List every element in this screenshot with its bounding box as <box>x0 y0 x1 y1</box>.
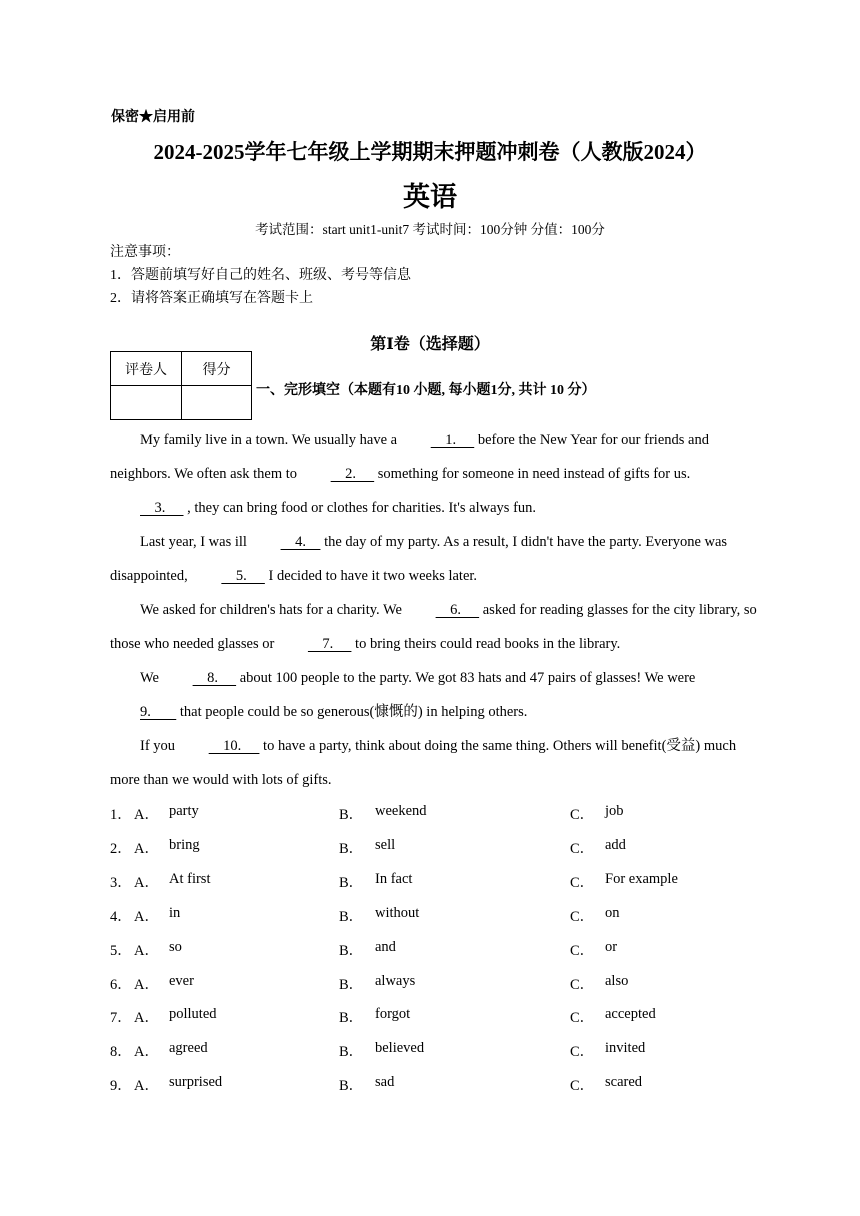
notes-heading: 注意事项： <box>110 245 180 260</box>
section-title: 第Ⅰ卷（选择题） <box>370 336 490 353</box>
option-letter: C． <box>570 943 595 959</box>
passage-paragraph <box>110 423 760 525</box>
option-letter: B． <box>339 1078 364 1094</box>
blank-6: 6. <box>435 602 480 618</box>
option-c[interactable]: scared <box>605 1074 643 1090</box>
notes-item: 1．答题前填写好自己的姓名、班级、考号等信息 <box>110 268 411 283</box>
blank-9: 9. <box>140 704 177 720</box>
option-letter: A． <box>134 875 159 891</box>
passage-text: that people could be so generous(慷慨的) in helping others. <box>176 704 528 720</box>
option-letter: B． <box>339 807 364 823</box>
option-c[interactable]: accepted <box>605 1006 656 1022</box>
passage-text: something for someone in need instead of gifts for us. <box>374 466 691 482</box>
option-a[interactable]: agreed <box>169 1040 208 1056</box>
blank-3: 3. <box>140 500 184 516</box>
option-letter: B． <box>339 1044 364 1060</box>
blank-10: 10. <box>208 738 260 754</box>
option-letter: C． <box>570 875 595 891</box>
blank-1: 1. <box>430 432 475 448</box>
grader-header: 评卷人 <box>111 352 182 386</box>
option-c[interactable]: invited <box>605 1040 646 1056</box>
option-a[interactable]: in <box>169 905 181 921</box>
option-a[interactable]: surprised <box>169 1074 223 1090</box>
option-b[interactable]: and <box>375 939 396 955</box>
subject-title: 英语 <box>403 182 457 212</box>
confidential-label: 保密★启用前 <box>111 110 195 125</box>
passage-text: asked for reading glasses for the city library, so those who needed glasses or <box>110 602 757 652</box>
passage-text: My family live in a town. We usually have a <box>140 432 401 448</box>
option-letter: B． <box>339 977 364 993</box>
option-letter: C． <box>570 1010 595 1026</box>
question-number: 2． <box>110 841 132 857</box>
passage-text: before the New Year for our friends and neighbors. We often ask them to <box>110 432 709 482</box>
option-letter: C． <box>570 909 595 925</box>
option-letter: B． <box>339 1010 364 1026</box>
option-c[interactable]: or <box>605 939 618 955</box>
option-b[interactable]: forgot <box>375 1006 411 1022</box>
passage-text: about 100 people to the party. We got 83 hats and 47 pairs of glasses! We were <box>236 670 696 686</box>
option-letter: C． <box>570 1078 595 1094</box>
question-number: 1． <box>110 807 132 823</box>
option-b[interactable]: without <box>375 905 420 921</box>
passage-text: to have a party, think about doing the same thing. Others will benefit(受益) much more than we would with lots of gifts. <box>110 738 737 788</box>
blank-7: 7. <box>307 636 352 652</box>
option-letter: B． <box>339 909 364 925</box>
passage-text: We <box>140 670 163 686</box>
option-letter: A． <box>134 977 159 993</box>
question-number: 9． <box>110 1078 132 1094</box>
option-a[interactable]: party <box>169 803 199 819</box>
notes-item: 2．请将答案正确填写在答题卡上 <box>110 291 313 306</box>
passage-text: I decided to have it two weeks later. <box>264 568 478 584</box>
score-cell[interactable] <box>182 386 252 420</box>
option-letter: A． <box>134 841 159 857</box>
option-a[interactable]: so <box>169 939 182 955</box>
passage-text: We asked for children's hats for a charity. We <box>140 602 406 618</box>
passage-paragraph <box>110 661 760 729</box>
option-b[interactable]: In fact <box>375 871 413 887</box>
passage-paragraph <box>110 525 760 593</box>
option-letter: A． <box>134 1044 159 1060</box>
option-letter: C． <box>570 977 595 993</box>
option-letter: C． <box>570 1044 595 1060</box>
question-number: 6． <box>110 977 132 993</box>
score-header: 得分 <box>182 352 252 386</box>
blank-4: 4. <box>280 534 321 550</box>
option-letter: B． <box>339 841 364 857</box>
option-b[interactable]: sell <box>375 837 396 853</box>
question-number: 3． <box>110 875 132 891</box>
question-number: 7． <box>110 1010 132 1026</box>
option-c[interactable]: add <box>605 837 626 853</box>
option-b[interactable]: sad <box>375 1074 395 1090</box>
option-c[interactable]: For example <box>605 871 678 887</box>
option-letter: A． <box>134 1078 159 1094</box>
option-letter: C． <box>570 841 595 857</box>
option-c[interactable]: also <box>605 973 629 989</box>
option-letter: C． <box>570 807 595 823</box>
option-a[interactable]: polluted <box>169 1006 217 1022</box>
exam-title: 2024-2025学年七年级上学期期末押题冲刺卷（人教版2024） <box>153 140 707 164</box>
question-number: 5． <box>110 943 132 959</box>
passage-text: Last year, I was ill <box>140 534 251 550</box>
question-number: 4． <box>110 909 132 925</box>
passage-text: to bring theirs could read books in the library. <box>351 636 621 652</box>
blank-2: 2. <box>330 466 375 482</box>
passage-paragraph <box>110 593 760 661</box>
passage-paragraph <box>110 729 760 797</box>
passage-text: , they can bring food or clothes for charities. It's always fun. <box>183 500 537 516</box>
part-heading: 一、完形填空（本题有10 小题, 每小题1分, 共计 10 分） <box>256 383 596 398</box>
blank-5: 5. <box>221 568 265 584</box>
exam-info: 考试范围：start unit1-unit7 考试时间：100分钟 分值：100分 <box>255 222 605 237</box>
option-a[interactable]: bring <box>169 837 200 853</box>
option-letter: B． <box>339 943 364 959</box>
question-number: 8． <box>110 1044 132 1060</box>
option-b[interactable]: always <box>375 973 416 989</box>
option-letter: A． <box>134 807 159 823</box>
passage <box>110 423 760 797</box>
option-letter: B． <box>339 875 364 891</box>
option-a[interactable]: At first <box>169 871 211 887</box>
option-c[interactable]: job <box>605 803 624 819</box>
option-a[interactable]: ever <box>169 973 194 989</box>
option-letter: A． <box>134 1010 159 1026</box>
passage-text: If you <box>140 738 179 754</box>
grader-table <box>110 351 252 420</box>
grader-cell[interactable] <box>111 386 182 420</box>
option-b[interactable]: weekend <box>375 803 427 819</box>
passage-text: the day of my party. As a result, I didn't have the party. Everyone was disappointed, <box>110 534 728 584</box>
option-b[interactable]: believed <box>375 1040 425 1056</box>
option-c[interactable]: on <box>605 905 620 921</box>
blank-8: 8. <box>192 670 237 686</box>
option-letter: A． <box>134 943 159 959</box>
option-letter: A． <box>134 909 159 925</box>
